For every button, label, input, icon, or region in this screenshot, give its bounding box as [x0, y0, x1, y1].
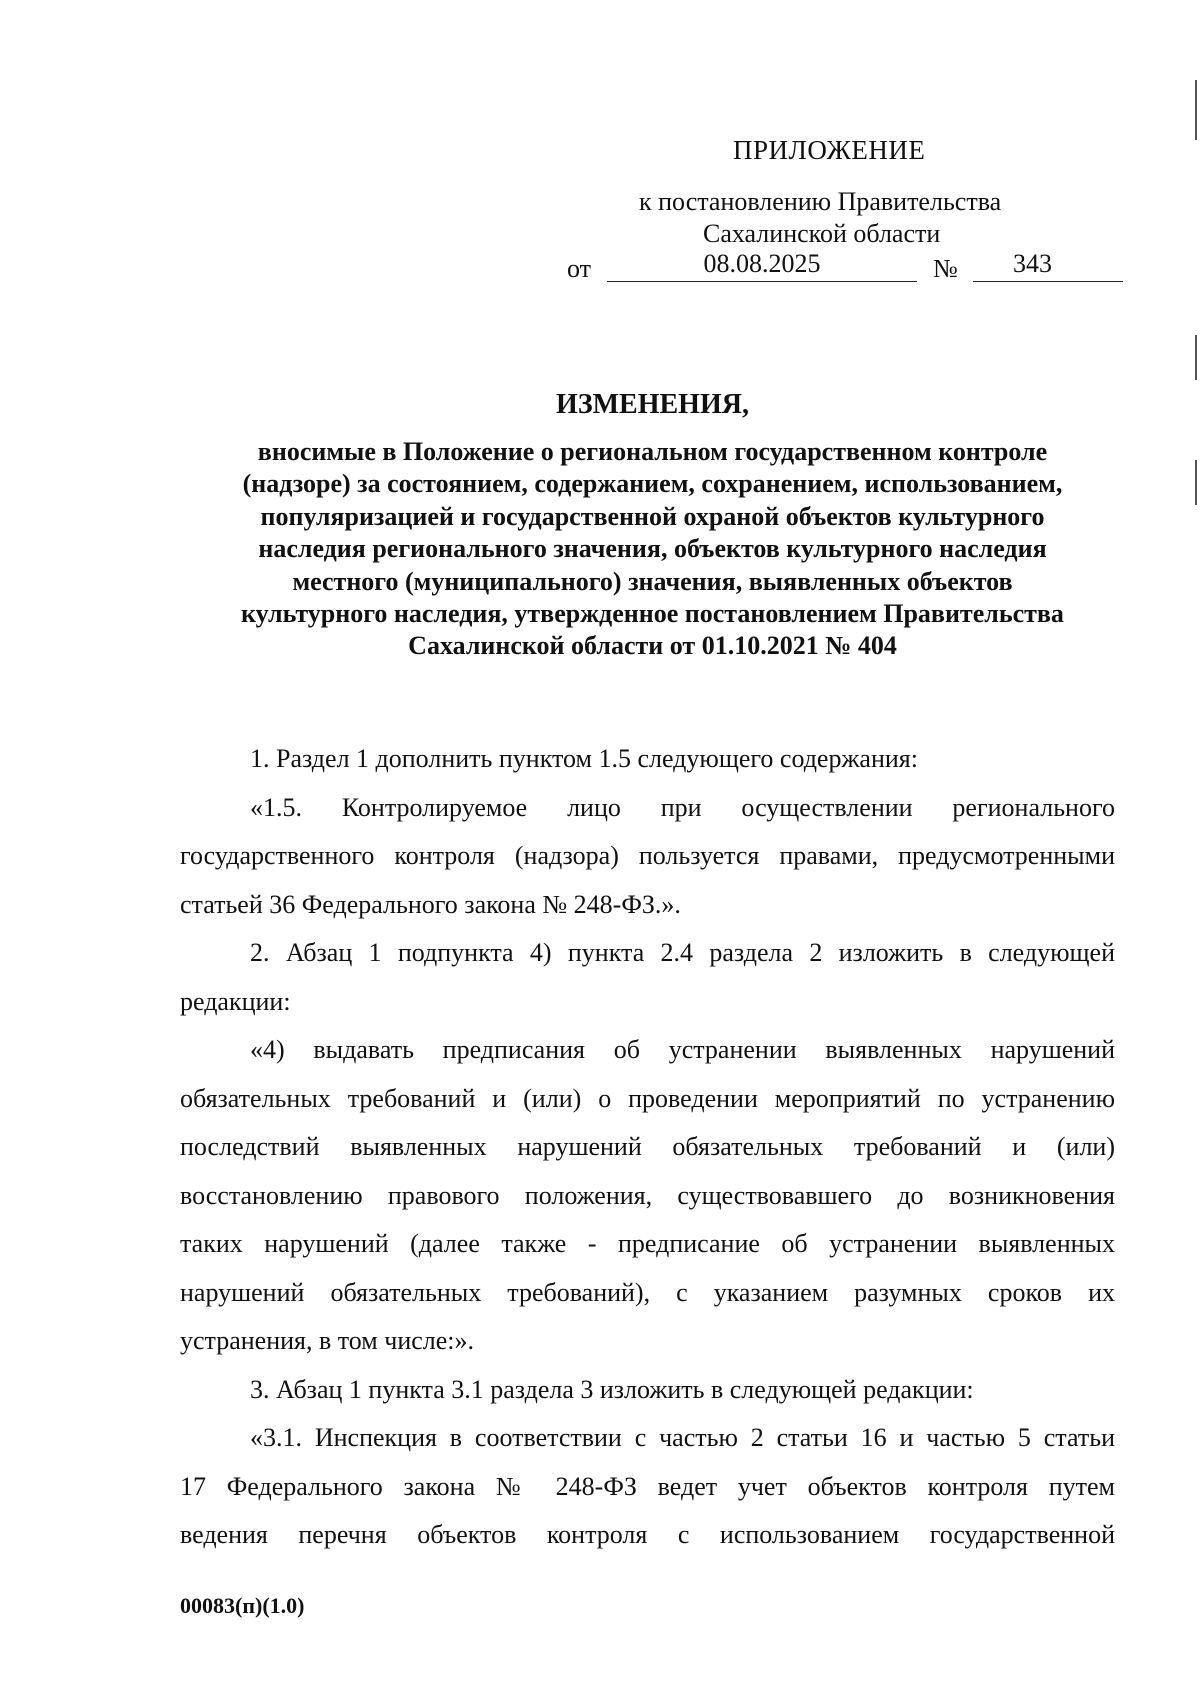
- paragraph-line: 1. Раздел 1 дополнить пунктом 1.5 следующего содержания:: [250, 744, 918, 773]
- number-field: [973, 249, 1123, 282]
- subtitle-line: популяризацией и государственной охраной объектов культурного: [260, 501, 1045, 531]
- subtitle-line: культурного наследия, утвержденное постановлением Правительства: [241, 599, 1064, 629]
- appendix-region-line: Сахалинской области: [703, 219, 941, 248]
- paragraph-line: таких нарушений (далее также - предписание об устранении выявленных: [180, 1229, 1115, 1258]
- scan-edge-mark: [1195, 460, 1197, 505]
- scan-edge-mark: [1195, 80, 1197, 140]
- date-value: 08.08.2025: [607, 249, 917, 282]
- paragraph-line: ведения перечня объектов контроля с использованием государственной: [180, 1520, 1115, 1549]
- subtitle-line: вносимые в Положение о региональном государственном контроле: [257, 437, 1048, 466]
- paragraph-line: «1.5. Контролируемое лицо при осуществлении регионального: [250, 792, 1115, 822]
- subtitle-line: местного (муниципального) значения, выявленных объектов: [292, 566, 1013, 596]
- date-number-row: [567, 249, 1127, 283]
- paragraph-line: нарушений обязательных требований), с указанием разумных сроков их: [180, 1277, 1115, 1307]
- paragraph-1-5-quote: [180, 784, 1115, 930]
- number-value: 343: [1013, 249, 1052, 278]
- paragraph-1: [180, 735, 1115, 784]
- paragraph-3-1-quote: [180, 1414, 1115, 1560]
- subtitle-line: наследия регионального значения, объектов культурного наследия: [258, 534, 1047, 564]
- paragraph-4-quote: [180, 1026, 1115, 1366]
- appendix-label: ПРИЛОЖЕНИЕ: [733, 135, 926, 165]
- paragraph-line: редакции:: [180, 986, 291, 1016]
- paragraph-line: обязательных требований и (или) о проведении мероприятий по устранению: [180, 1083, 1115, 1113]
- subtitle-line: (надзоре) за состоянием, содержанием, сохранением, использованием,: [242, 469, 1063, 499]
- paragraph-line: «4) выдавать предписания об устранении выявленных нарушений: [250, 1035, 1115, 1064]
- paragraph-line: 3. Абзац 1 пункта 3.1 раздела 3 изложить в следующей редакции:: [250, 1374, 974, 1404]
- paragraph-line: статьей 36 Федерального закона № 248-ФЗ.».: [180, 889, 681, 919]
- number-sign: №: [933, 254, 958, 283]
- paragraph-3: [180, 1366, 1115, 1415]
- scan-edge-mark: [1195, 335, 1197, 380]
- document-subtitle: [150, 436, 1155, 663]
- paragraph-line: 17 Федерального закона № 248-ФЗ ведет учет объектов контроля путем: [180, 1471, 1115, 1501]
- paragraph-line: «3.1. Инспекция в соответствии с частью 2 статьи 16 и частью 5 статьи: [250, 1423, 1115, 1452]
- paragraph-line: государственного контроля (надзора) пользуется правами, предусмотренными: [180, 841, 1115, 870]
- paragraph-line: последствий выявленных нарушений обязательных требований и (или): [180, 1132, 1115, 1161]
- form-code: 00083(п)(1.0): [180, 1593, 305, 1618]
- paragraph-line: 2. Абзац 1 подпункта 4) пункта 2.4 раздела 2 изложить в следующей: [250, 938, 1115, 967]
- document-title: ИЗМЕНЕНИЯ,: [556, 389, 749, 420]
- paragraph-line: устранения, в том числе:».: [180, 1326, 475, 1355]
- paragraph-line: восстановлению правового положения, существовавшего до возникновения: [180, 1180, 1115, 1210]
- appendix-resolution-line: к постановлению Правительства: [639, 187, 1002, 216]
- date-prefix: от: [567, 254, 592, 283]
- document-body: [180, 735, 1115, 1560]
- paragraph-2: [180, 929, 1115, 1026]
- subtitle-line: Сахалинской области от 01.10.2021 № 404: [408, 631, 897, 661]
